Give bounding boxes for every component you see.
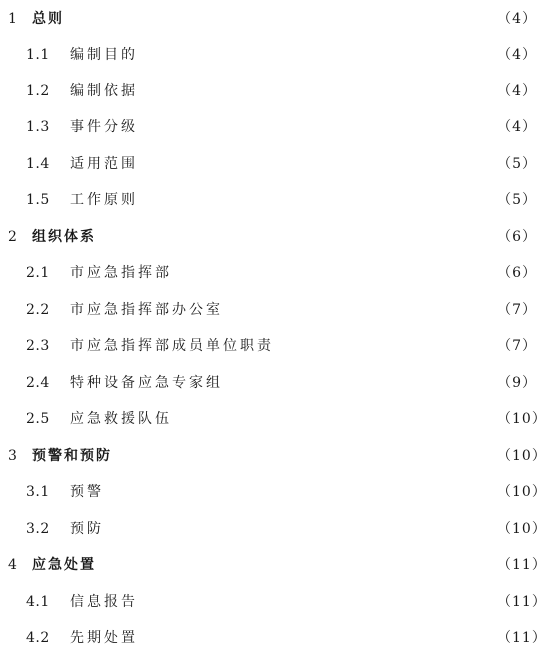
dot-leader xyxy=(180,406,491,432)
toc-entry-page: （10） xyxy=(497,484,547,500)
toc-entry-number: 2.4 xyxy=(26,375,50,391)
toc-entry-title: 应急处置 xyxy=(32,557,96,573)
toc-entry[interactable] xyxy=(0,589,547,615)
dot-leader xyxy=(146,151,491,177)
toc-entry-page: （7） xyxy=(497,302,537,318)
toc-entry-number: 2.1 xyxy=(26,265,50,281)
toc-entry-title: 信息报告 xyxy=(70,594,138,610)
toc-entry-title: 预警 xyxy=(70,484,104,500)
toc-entry[interactable] xyxy=(0,297,547,323)
dot-leader xyxy=(112,479,491,505)
toc-entry-number: 4.2 xyxy=(26,630,50,646)
toc-entry[interactable] xyxy=(0,6,547,32)
toc-entry[interactable] xyxy=(0,187,547,213)
toc-entry-title: 组织体系 xyxy=(32,229,96,245)
toc-entry-page: （10） xyxy=(497,411,547,427)
toc-entry-page: （10） xyxy=(497,448,547,464)
toc-entry-number: 1.2 xyxy=(26,83,50,99)
toc-entry-page: （7） xyxy=(497,338,537,354)
toc-entry-title: 编制目的 xyxy=(70,47,138,63)
toc-entry-title: 市应急指挥部办公室 xyxy=(70,302,223,318)
toc-entry-page: （11） xyxy=(497,594,547,610)
toc-entry-title: 编制依据 xyxy=(70,83,138,99)
toc-entry[interactable] xyxy=(0,260,547,286)
dot-leader xyxy=(146,589,491,615)
dot-leader xyxy=(146,625,491,651)
toc-entry-title: 适用范围 xyxy=(70,156,138,172)
toc-entry-number: 2.5 xyxy=(26,411,50,427)
toc-entry-number: 4.1 xyxy=(26,594,50,610)
toc-entry-number: 1.4 xyxy=(26,156,50,172)
toc-entry[interactable] xyxy=(0,151,547,177)
dot-leader xyxy=(72,6,491,32)
toc-entry-page: （5） xyxy=(497,192,537,208)
toc-entry-title: 预警和预防 xyxy=(32,448,112,464)
toc-entry-page: （4） xyxy=(497,119,537,135)
toc-entry-number: 1.3 xyxy=(26,119,50,135)
toc-entry-title: 市应急指挥部 xyxy=(70,265,172,281)
toc-entry-number: 2.3 xyxy=(26,338,50,354)
toc-entry-number: 3.2 xyxy=(26,521,50,537)
dot-leader xyxy=(146,42,491,68)
toc-entry[interactable] xyxy=(0,114,547,140)
toc-entry[interactable] xyxy=(0,406,547,432)
toc-entry-number: 2 xyxy=(8,229,18,245)
toc-entry-title: 事件分级 xyxy=(70,119,138,135)
toc-entry[interactable] xyxy=(0,333,547,359)
toc-entry[interactable] xyxy=(0,42,547,68)
dot-leader xyxy=(146,78,491,104)
toc-entry[interactable] xyxy=(0,516,547,542)
toc-entry[interactable] xyxy=(0,552,547,578)
dot-leader xyxy=(146,187,491,213)
toc-entry-page: （6） xyxy=(497,265,537,281)
dot-leader xyxy=(104,224,491,250)
dot-leader xyxy=(180,260,491,286)
dot-leader xyxy=(146,114,491,140)
toc-entry-number: 1 xyxy=(8,11,18,27)
toc-entry-page: （5） xyxy=(497,156,537,172)
toc-entry-page: （6） xyxy=(497,229,537,245)
toc-entry-title: 预防 xyxy=(70,521,104,537)
toc-entry-title: 市应急指挥部成员单位职责 xyxy=(70,338,274,354)
toc-entry-title: 工作原则 xyxy=(70,192,138,208)
toc-entry[interactable] xyxy=(0,479,547,505)
dot-leader xyxy=(282,333,491,359)
dot-leader xyxy=(112,516,491,542)
toc-entry-number: 1.5 xyxy=(26,192,50,208)
toc-entry[interactable] xyxy=(0,443,547,469)
toc-entry-title: 应急救援队伍 xyxy=(70,411,172,427)
toc-entry-page: （9） xyxy=(497,375,537,391)
toc-entry-number: 3 xyxy=(8,448,18,464)
toc-entry-number: 2.2 xyxy=(26,302,50,318)
toc-entry-number: 1.1 xyxy=(26,47,50,63)
dot-leader xyxy=(231,297,491,323)
dot-leader xyxy=(104,552,491,578)
toc-entry-number: 4 xyxy=(8,557,18,573)
toc-entry-title: 特种设备应急专家组 xyxy=(70,375,223,391)
toc-entry-page: （10） xyxy=(497,521,547,537)
toc-entry-page: （11） xyxy=(497,557,547,573)
toc-entry-page: （4） xyxy=(497,11,537,27)
toc-entry-number: 3.1 xyxy=(26,484,50,500)
toc-entry[interactable] xyxy=(0,625,547,651)
toc-entry-title: 总则 xyxy=(32,11,64,27)
toc-entry-title: 先期处置 xyxy=(70,630,138,646)
toc-entry[interactable] xyxy=(0,224,547,250)
toc-entry-page: （11） xyxy=(497,630,547,646)
toc-entry[interactable] xyxy=(0,78,547,104)
dot-leader xyxy=(231,370,491,396)
toc-entry-page: （4） xyxy=(497,47,537,63)
toc-entry[interactable] xyxy=(0,370,547,396)
dot-leader xyxy=(120,443,491,469)
toc-entry-page: （4） xyxy=(497,83,537,99)
